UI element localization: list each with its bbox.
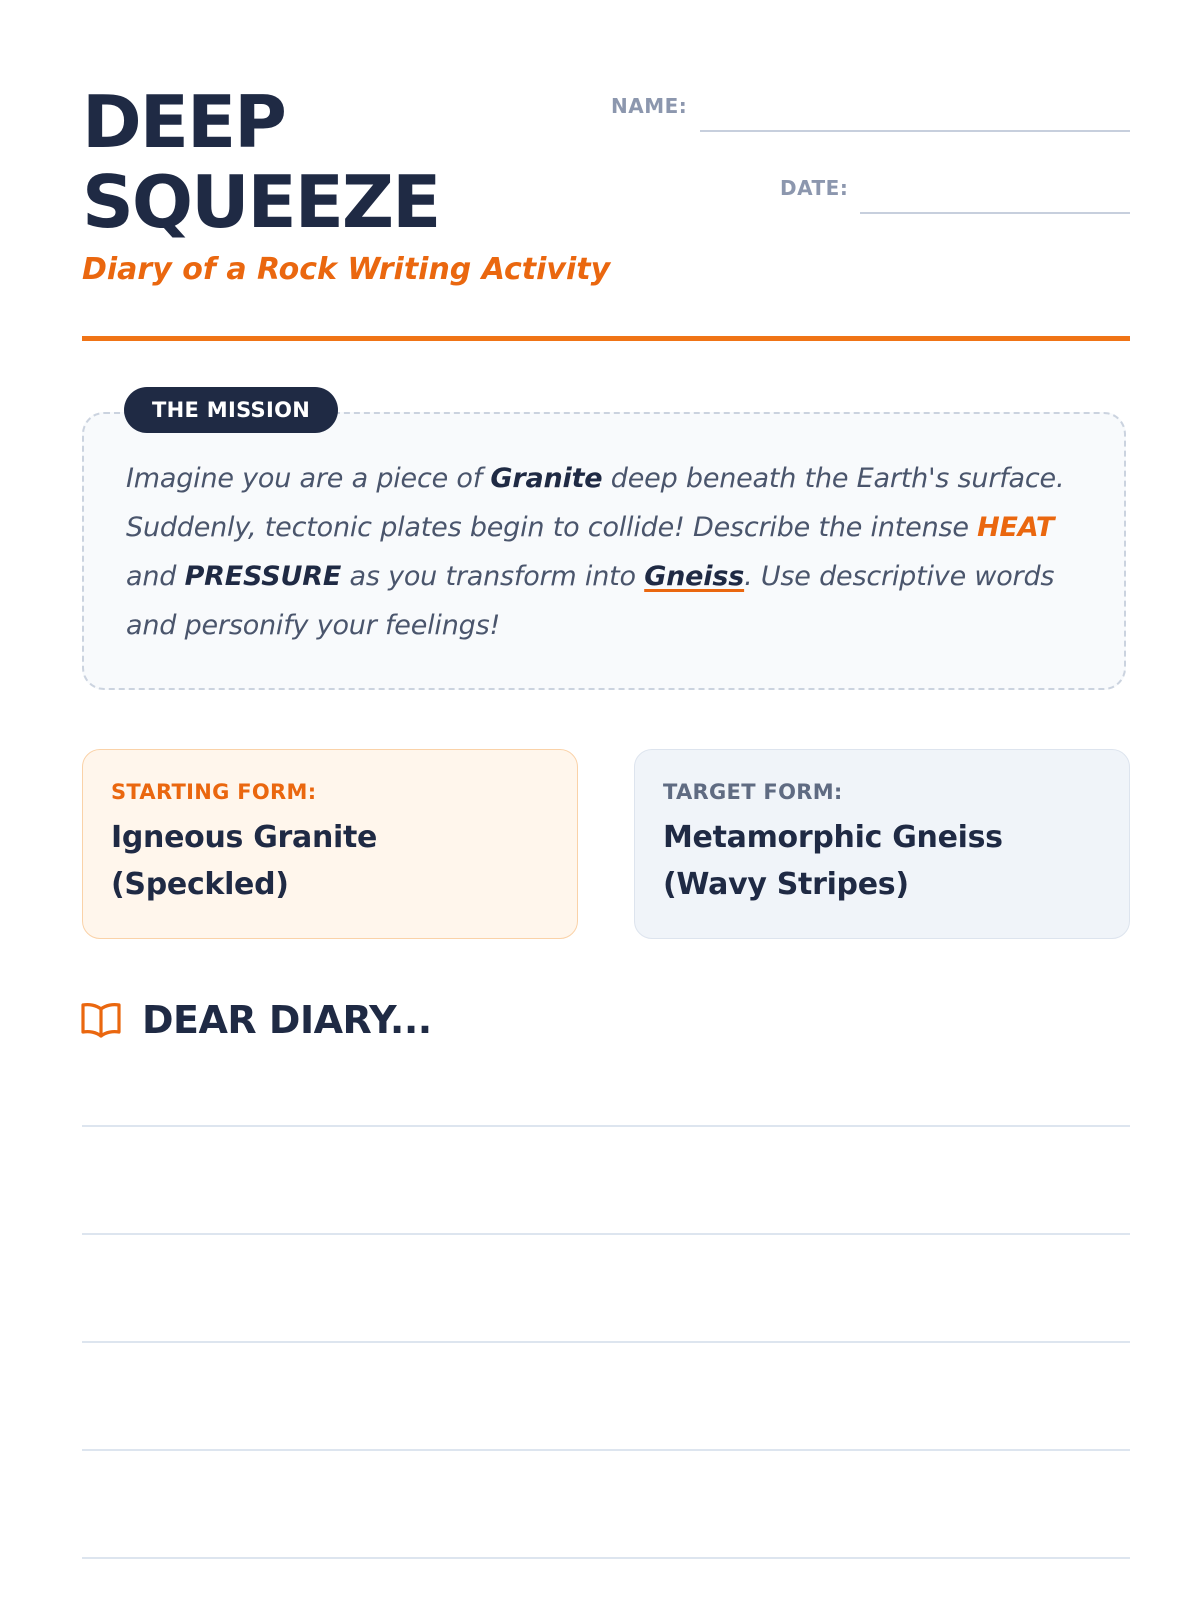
mission-text-part: and <box>126 561 185 592</box>
name-label: NAME: <box>611 94 688 118</box>
mission-keyword-pressure: PRESSURE <box>184 561 342 592</box>
writing-line[interactable] <box>82 1449 1130 1451</box>
header-divider <box>82 336 1130 341</box>
page-subtitle: Diary of a Rock Writing Activity <box>82 252 611 287</box>
mission-instructions <box>126 454 1106 650</box>
mission-keyword-granite: Granite <box>490 463 603 494</box>
mission-text-part: deep beneath the Earth's surface. Suddenly, tectonic plates begin to collide! Describe the intense <box>126 463 1065 543</box>
diary-heading: DEAR DIARY... <box>142 998 432 1042</box>
starting-form-label: STARTING FORM: <box>111 780 317 804</box>
target-form-label: TARGET FORM: <box>663 780 843 804</box>
writing-line[interactable] <box>82 1341 1130 1343</box>
writing-line[interactable] <box>82 1233 1130 1235</box>
date-field[interactable] <box>860 212 1130 214</box>
mission-text-part: Imagine you are a piece of <box>126 463 491 494</box>
page-title <box>82 82 439 242</box>
date-label: DATE: <box>780 176 849 200</box>
mission-keyword-heat: HEAT <box>977 512 1055 543</box>
starting-form-value: Igneous Granite (Speckled) <box>111 820 378 902</box>
starting-form-card <box>82 749 578 939</box>
mission-badge: THE MISSION <box>124 387 338 433</box>
title-line-deep: DEEP <box>82 80 285 164</box>
mission-text-part: . Use descriptive words and personify your feelings! <box>126 561 1055 641</box>
writing-line[interactable] <box>82 1557 1130 1559</box>
open-book-icon <box>80 1001 122 1039</box>
writing-line[interactable] <box>82 1125 1130 1127</box>
mission-text-part: as you transform into <box>341 561 645 592</box>
mission-keyword-gneiss: Gneiss <box>644 561 745 592</box>
target-form-card <box>634 749 1130 939</box>
title-line-squeeze: SQUEEZE <box>82 160 440 244</box>
target-form-value: Metamorphic Gneiss (Wavy Stripes) <box>663 820 1003 902</box>
name-field[interactable] <box>700 130 1130 132</box>
